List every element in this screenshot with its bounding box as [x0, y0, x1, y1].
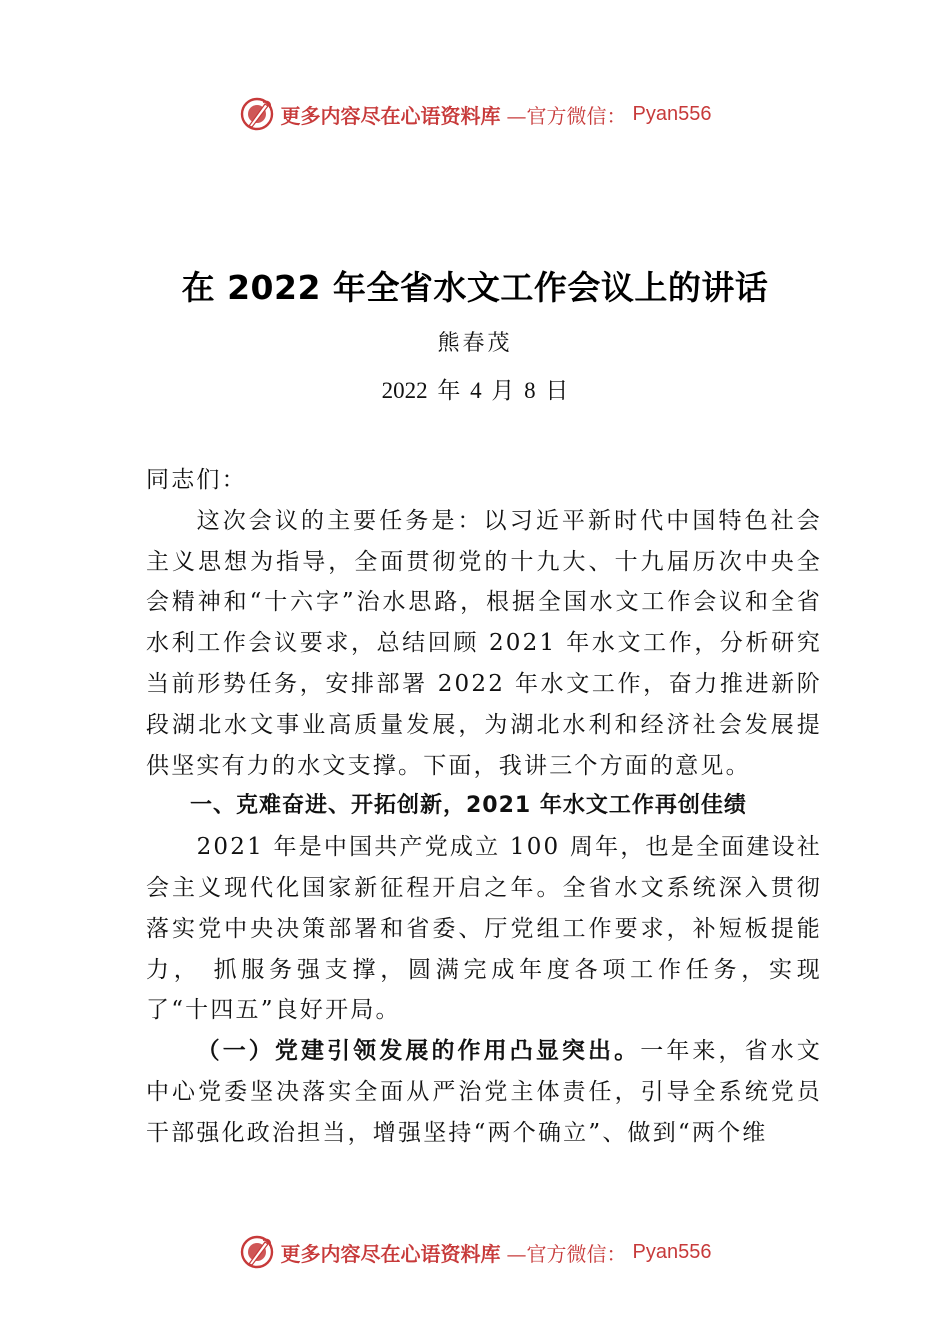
document-date: 2022 年 4 月 8 日 [381, 378, 569, 403]
bottom-banner [0, 1232, 950, 1272]
section-1-paragraph: 2021 年是中国共产党成立 100 周年，也是全面建设社会主义现代化国家新征程开启之年。全省水文系统深入贯彻落实党中央决策部署和省委、厅党组工作要求，补短板提能力， 抓服务强支撑，圆满完成年度各项工作任务，实现了“十四五”良好开局。 [146, 834, 822, 1024]
document-title: 在 2022 年全省水文工作会议上的讲话 [181, 268, 769, 307]
banner-main-text: 更多内容尽在心语资料库 [280, 103, 501, 128]
document-body [146, 460, 822, 1154]
subsection-1-text: 一年来，省水文中心党委坚决落实全面从严治党主体责任，引导全系统党员干部强化政治担当，增强坚持“两个确立”、做到“两个维 [146, 1038, 822, 1146]
banner-sub-text: —官方微信： [506, 1241, 627, 1266]
subsection-1-paragraph [146, 1031, 822, 1153]
quill-seal-icon [239, 96, 275, 132]
banner-main-text: 更多内容尽在心语资料库 [280, 1241, 501, 1266]
subsection-1-heading: （一）党建引领发展的作用凸显突出。 [196, 1037, 641, 1065]
banner-sub-text: —官方微信： [506, 103, 627, 128]
intro-paragraph: 这次会议的主要任务是：以习近平新时代中国特色社会主义思想为指导，全面贯彻党的十九大、十九届历次中央全会精神和“十六字”治水思路，根据全国水文工作会议和全省水利工作会议要求，总结回顾 2021 年水文工作，分析研究当前形势任务，安排部署 2022 年水文工作，奋力推进新阶段湖北水文事业高质量发展，为湖北水利和经济社会发展提供坚实有力的水文支撑。下面，我讲三个方面的意见。 [146, 507, 822, 779]
section-1-heading: 一、克难奋进、开拓创新，2021 年水文工作再创佳绩 [190, 793, 747, 819]
banner-wechat-id: Pyan556 [632, 1240, 712, 1263]
quill-seal-icon [239, 1234, 275, 1270]
document-author: 熊春茂 [437, 331, 513, 356]
banner-wechat-id: Pyan556 [632, 102, 712, 125]
greeting: 同志们： [146, 467, 247, 493]
top-banner [0, 94, 950, 134]
